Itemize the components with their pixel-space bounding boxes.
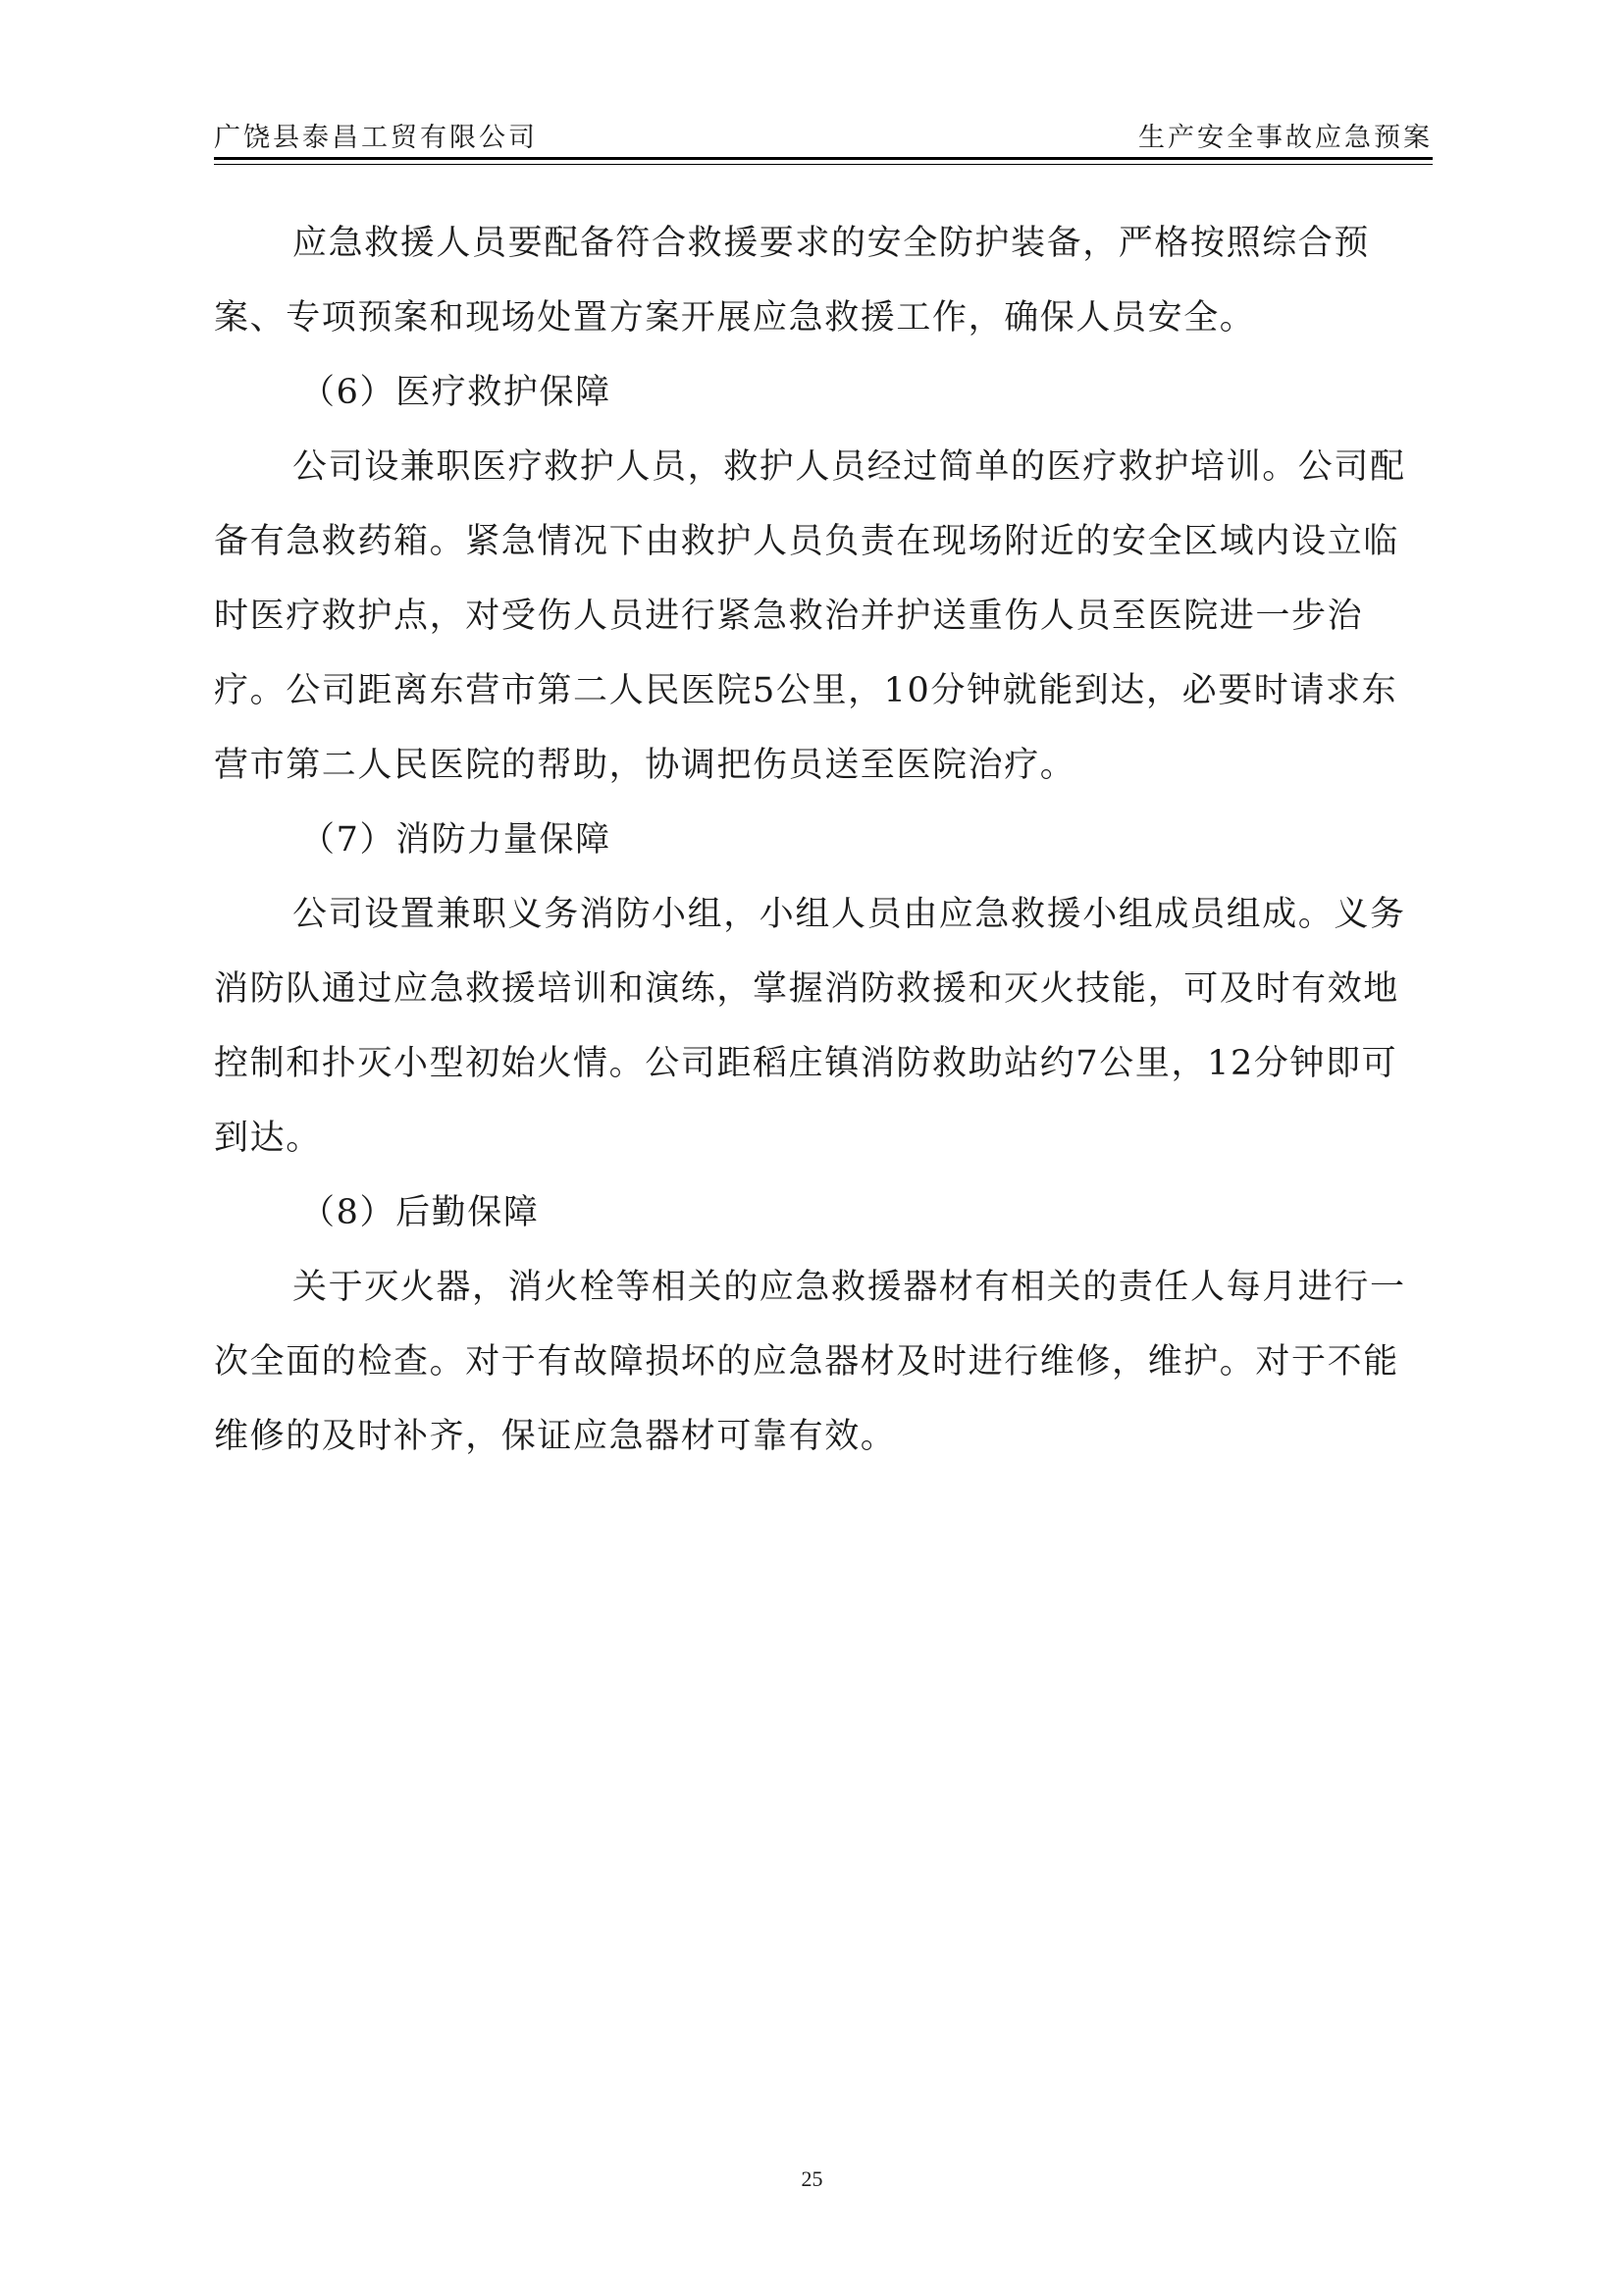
paragraph-logistics: 关于灭火器，消火栓等相关的应急救援器材有相关的责任人每月进行一次全面的检查。对于有故障损坏的应急器材及时进行维修，维护。对于不能维修的及时补齐，保证应急器材可靠有效。: [214, 1268, 1406, 1456]
section-heading-medical: （6）医疗救护保障: [300, 373, 611, 412]
paragraph-medical: 公司设兼职医疗救护人员，救护人员经过简单的医疗救护培训。公司配备有急救药箱。紧急情况下由救护人员负责在现场附近的安全区域内设立临时医疗救护点，对受伤人员进行紧急救治并护送重伤人员至医院进一步治疗。公司距离东营市第二人民医院5公里，10分钟就能到达，必要时请求东营市第二人民医院的帮助，协调把伤员送至医院治疗。: [214, 447, 1406, 785]
section-heading-logistics: （8）后勤保障: [300, 1193, 540, 1232]
page-number: 25: [801, 2166, 823, 2191]
company-name: 广饶县泰昌工贸有限公司: [214, 123, 538, 153]
section-heading-fire: （7）消防力量保障: [300, 820, 611, 860]
page-header: [214, 110, 1433, 155]
paragraph-rescuer-protection: 应急救援人员要配备符合救援要求的安全防护装备，严格按照综合预案、专项预案和现场处置方案开展应急救援工作，确保人员安全。: [214, 224, 1371, 338]
header-rule-thin: [214, 164, 1433, 165]
header-rule-thick: [214, 157, 1433, 160]
document-body: [214, 206, 1433, 1474]
paragraph-fire: 公司设置兼职义务消防小组，小组人员由应急救援小组成员组成。义务消防队通过应急救援培训和演练，掌握消防救援和灭火技能，可及时有效地控制和扑灭小型初始火情。公司距稻庄镇消防救助站约7公里，12分钟即可到达。: [214, 895, 1406, 1158]
document-title: 生产安全事故应急预案: [1138, 123, 1433, 153]
